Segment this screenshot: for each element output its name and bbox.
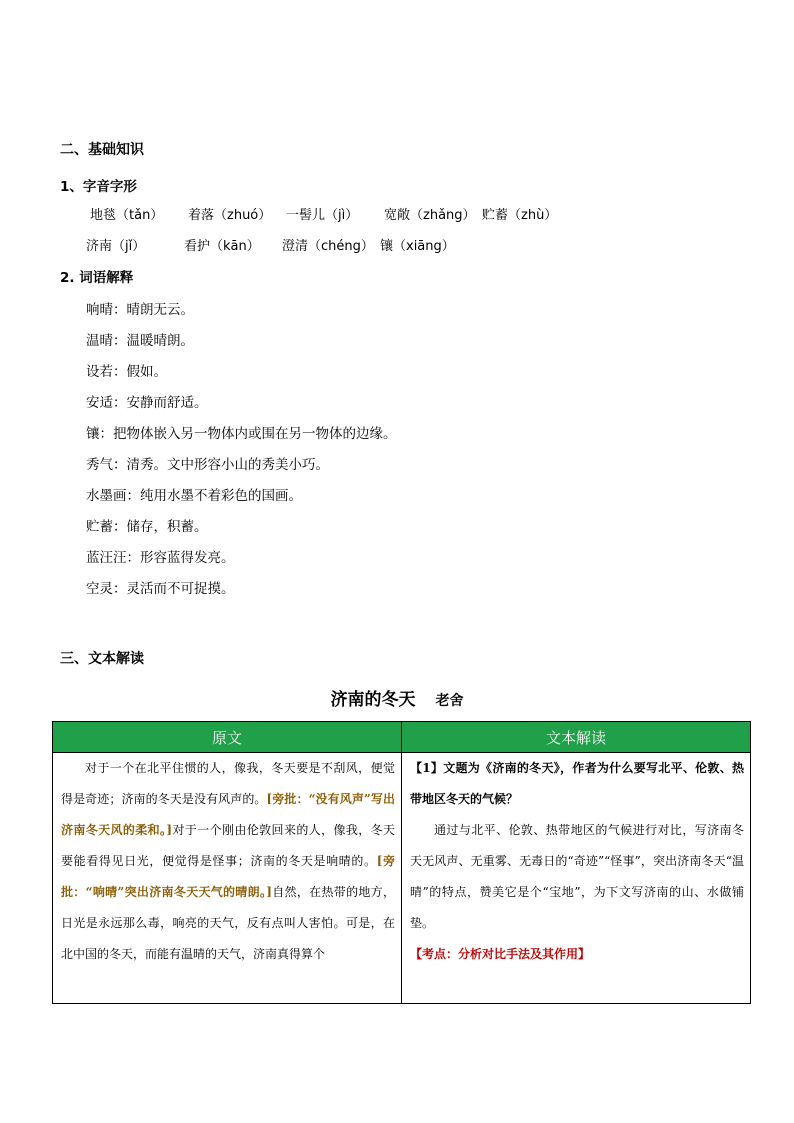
pinyin-item: 宽敞（zhǎng） — [384, 208, 476, 223]
column-header-reading: 文本解读 — [402, 722, 751, 753]
definition-item: 镶：把物体嵌入另一物体内或围在另一物体的边缘。 — [86, 426, 397, 442]
subsection-title-word-explanation: 2. 词语解释 — [60, 270, 134, 286]
reading-answer: 通过与北平、伦敦、热带地区的气候进行对比，写济南冬天无风声、无重雾、无毒日的“奇迹”“怪事”，突出济南冬天“温晴”的特点，赞美它是个“宝地”，为下文写济南的山、水做铺垫。 — [410, 823, 744, 930]
reading-question: 【1】文题为《济南的冬天》，作者为什么要写北平、伦敦、热带地区冬天的气候？ — [410, 761, 744, 806]
table-header-row — [53, 722, 751, 753]
reading-cell — [402, 753, 751, 1004]
pinyin-item: 看护（kān） — [184, 239, 260, 254]
definition-item: 设若：假如。 — [86, 364, 167, 380]
pinyin-item: 贮蓄（zhù） — [482, 208, 558, 223]
definition-item: 水墨画：纯用水墨不着彩色的国画。 — [86, 488, 302, 504]
definition-item: 贮蓄：储存，积蓄。 — [86, 519, 208, 535]
exam-point: 【考点：分析对比手法及其作用】 — [410, 947, 591, 961]
pinyin-item: 澄清（chéng） — [282, 239, 374, 254]
pinyin-item: 镶（xiāng） — [380, 239, 455, 254]
original-text-segment: 对于一个刚由伦敦回来的人，像我，冬天要能看得见日光，便觉得是怪事；济南的冬天是响晴的。 — [61, 823, 395, 868]
column-header-original: 原文 — [53, 722, 402, 753]
original-text-cell — [53, 753, 402, 1004]
pinyin-item: 地毯（tǎn） — [90, 208, 164, 223]
original-text-segment: 对于一个在北平住惯的人，像我，冬天要是不刮风，便觉得是奇迹；济南的冬天是没有风声的。 — [61, 761, 395, 806]
pinyin-item: 济南（jǐ） — [86, 239, 146, 254]
reading-table — [52, 721, 751, 1004]
definition-item: 安适：安静而舒适。 — [86, 395, 208, 411]
pinyin-row-1 — [90, 207, 557, 225]
definition-item: 秀气：清秀。文中形容小山的秀美小巧。 — [86, 457, 329, 473]
original-text-segment: 自然，在热带的地方，日光是永远那么毒，响亮的天气，反有点叫人害怕。可是，在北中国的冬天，而能有温晴的天气，济南真得算个 — [61, 885, 395, 961]
pinyin-item: 着落（zhuó） — [188, 208, 272, 223]
reading-content — [402, 753, 750, 970]
definition-item: 温晴：温暖晴朗。 — [86, 333, 194, 349]
subsection-title-pronunciation: 1、字音字形 — [60, 179, 137, 195]
section-title-text-reading: 三、文本解读 — [60, 651, 144, 667]
definition-item: 蓝汪汪：形容蓝得发亮。 — [86, 550, 235, 566]
article-author: 老舍 — [435, 693, 464, 709]
pinyin-row-2 — [86, 238, 455, 256]
definition-item: 空灵：灵活而不可捉摸。 — [86, 581, 235, 597]
pinyin-item: 一髻儿（jì） — [286, 208, 359, 223]
side-note: [旁批：“响晴”突出济南冬天天气的晴朗。] — [61, 854, 395, 899]
article-title: 济南的冬天 — [330, 690, 416, 710]
definition-item: 响晴：晴朗无云。 — [86, 302, 194, 318]
side-note: [旁批：“没有风声”写出济南冬天风的柔和。] — [61, 792, 395, 837]
article-heading — [0, 689, 794, 712]
table-row — [53, 753, 751, 1004]
section-title-basic-knowledge: 二、基础知识 — [60, 142, 144, 158]
original-text — [53, 753, 401, 970]
